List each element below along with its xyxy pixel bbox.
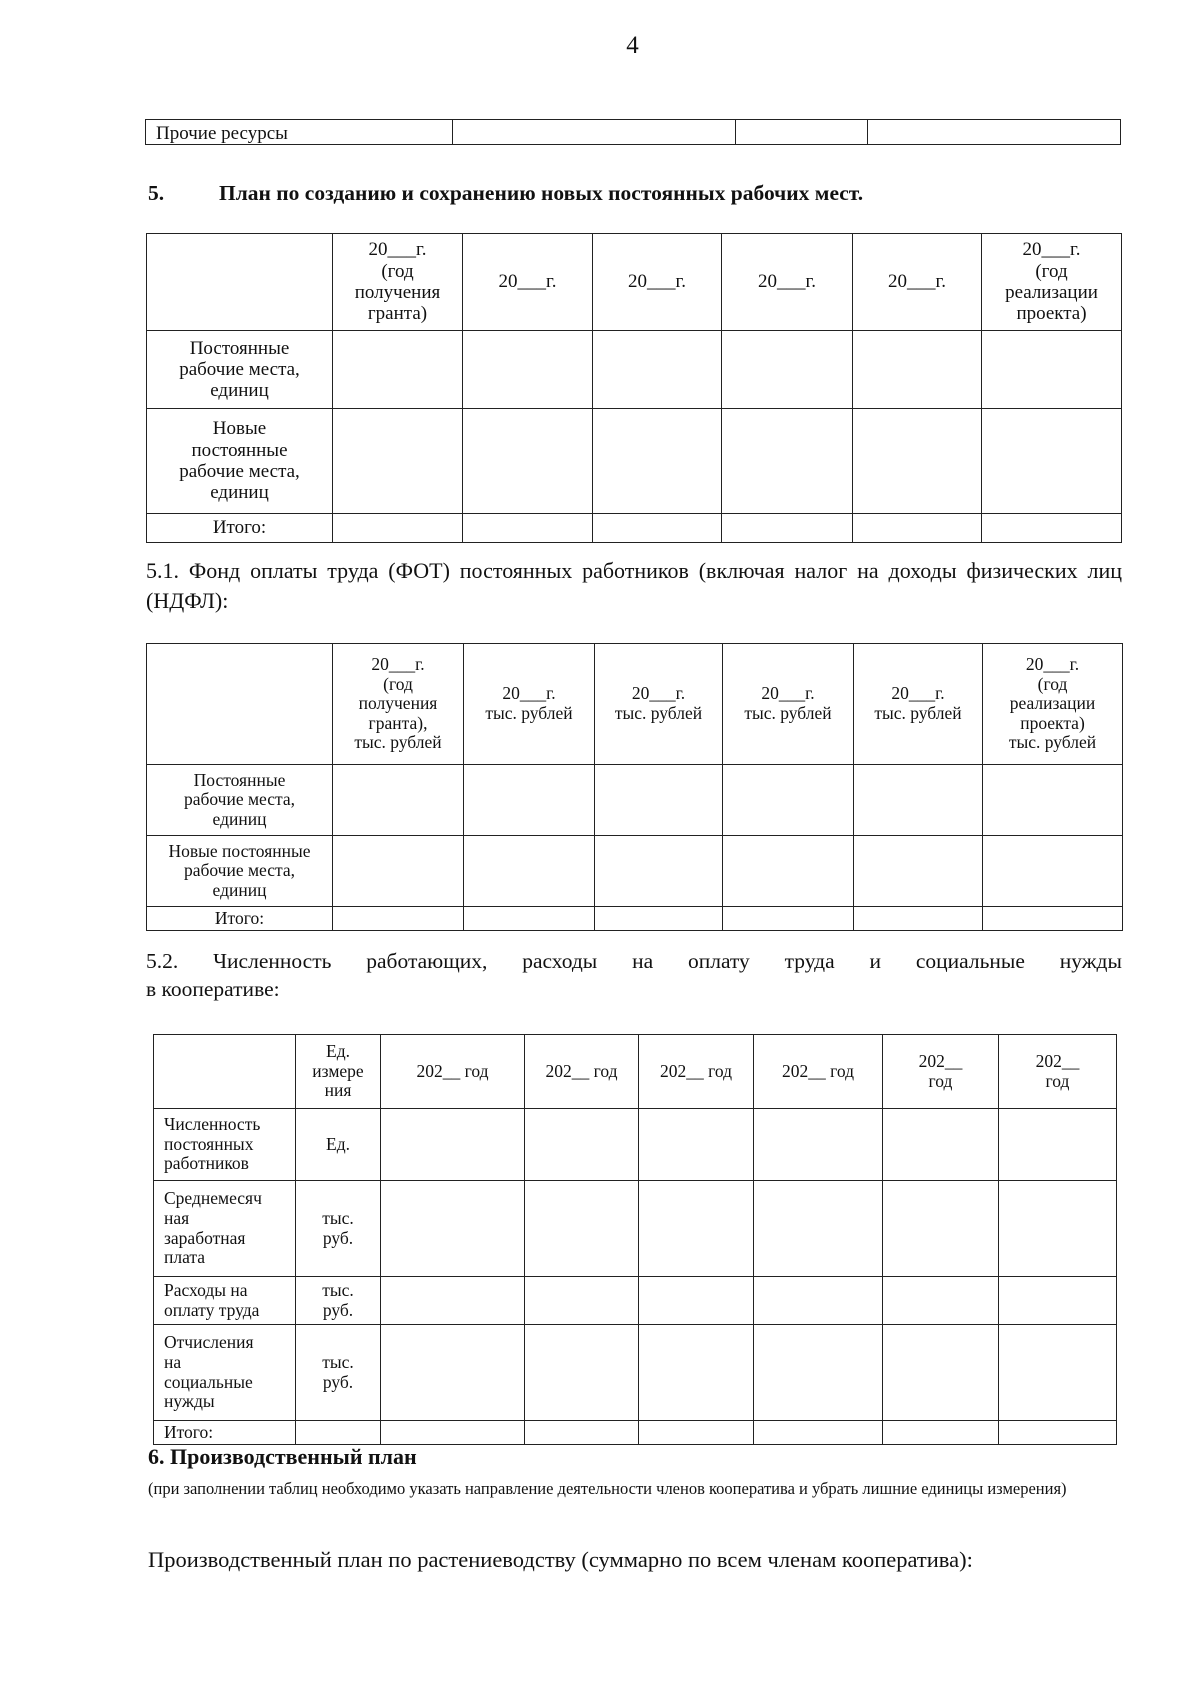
- table-cell[interactable]: [854, 907, 983, 931]
- table-cell[interactable]: [754, 1325, 883, 1421]
- header-cell-grant-year: [333, 644, 464, 765]
- header-cell-year: [854, 644, 983, 765]
- row-label-line: Постоянные: [189, 337, 290, 359]
- table-cell[interactable]: [723, 907, 854, 931]
- table-cell[interactable]: [639, 1325, 754, 1421]
- table-cell[interactable]: [525, 1109, 639, 1181]
- table-row: [154, 1277, 1117, 1325]
- table-cell[interactable]: [736, 120, 868, 145]
- table-row: [146, 120, 1121, 145]
- unit-cell: Ед.: [296, 1109, 381, 1181]
- row-label-line: на: [164, 1351, 182, 1372]
- row-label-line: ная: [164, 1207, 190, 1228]
- row-label-line: оплату труда: [164, 1299, 260, 1320]
- section6-title: 6. Производственный план: [148, 1444, 417, 1469]
- row-label-line: нужды: [164, 1391, 215, 1412]
- row-label-total: Итого:: [154, 1421, 296, 1445]
- table-cell[interactable]: [722, 514, 853, 543]
- table-cell[interactable]: [463, 409, 593, 514]
- table-cell[interactable]: [333, 765, 464, 836]
- table-cell[interactable]: [639, 1277, 754, 1325]
- word: Численность: [213, 949, 332, 973]
- header-cell-project-year: [983, 644, 1123, 765]
- table-cell[interactable]: [983, 765, 1123, 836]
- row-label-headcount: [154, 1109, 296, 1181]
- header-cell-year: [883, 1035, 999, 1109]
- staff-wages-table: [153, 1034, 1117, 1445]
- table-cell[interactable]: [982, 331, 1122, 409]
- header-line: год: [928, 1070, 953, 1091]
- table-row: [147, 907, 1123, 931]
- table-cell[interactable]: [854, 836, 983, 907]
- section5-number: 5.: [148, 181, 165, 205]
- header-line: 20___г.: [1022, 239, 1081, 261]
- table-cell[interactable]: [883, 1181, 999, 1277]
- header-cell-year: 20___г.: [853, 234, 982, 331]
- unit-line: руб.: [322, 1299, 354, 1320]
- header-cell-project-year: [982, 234, 1122, 331]
- unit-cell: [296, 1421, 381, 1445]
- header-line: 20___г.: [502, 683, 556, 704]
- header-cell-year: 202__ год: [754, 1035, 883, 1109]
- table-cell[interactable]: [854, 765, 983, 836]
- row-label-line: постоянные: [191, 439, 288, 461]
- header-line: гранта): [367, 303, 428, 325]
- header-corner-cell: [147, 644, 333, 765]
- table-cell[interactable]: [883, 1421, 999, 1445]
- table-cell[interactable]: [381, 1421, 525, 1445]
- table-cell[interactable]: [639, 1181, 754, 1277]
- row-label-new-jobs: [147, 409, 333, 514]
- header-line: (год: [1037, 673, 1068, 694]
- table-cell[interactable]: [333, 409, 463, 514]
- word: на: [632, 949, 654, 973]
- table-cell[interactable]: [464, 765, 595, 836]
- table-cell[interactable]: [381, 1109, 525, 1181]
- row-label-line: социальные: [164, 1371, 253, 1392]
- table-cell[interactable]: [525, 1181, 639, 1277]
- table-cell[interactable]: [464, 907, 595, 931]
- row-label-line: Численность: [164, 1114, 261, 1135]
- word: нужды: [1059, 949, 1122, 973]
- table-cell[interactable]: [983, 836, 1123, 907]
- header-line: 20___г.: [761, 683, 815, 704]
- word: 5.2.: [146, 949, 179, 973]
- header-corner-cell: [154, 1035, 296, 1109]
- table-cell[interactable]: [999, 1421, 1117, 1445]
- row-label-line: единиц: [210, 482, 269, 504]
- table-cell[interactable]: [639, 1109, 754, 1181]
- page-number: 4: [626, 32, 639, 59]
- row-label-line: рабочие места,: [179, 461, 300, 482]
- table-cell[interactable]: [853, 514, 982, 543]
- table-cell[interactable]: [595, 836, 723, 907]
- table-cell[interactable]: [525, 1325, 639, 1421]
- section5-title: План по созданию и сохранению новых постоянных рабочих мест.: [219, 181, 864, 205]
- header-cell-year: 20___г.: [593, 234, 722, 331]
- header-cell-year: [999, 1035, 1117, 1109]
- header-cell-year: [595, 644, 723, 765]
- header-line: получения: [354, 282, 441, 303]
- header-cell-unit: [296, 1035, 381, 1109]
- header-line: реализации: [1009, 693, 1096, 714]
- header-line: ния: [324, 1080, 352, 1101]
- row-label-total: Итого:: [147, 514, 333, 543]
- header-cell-year: [723, 644, 854, 765]
- header-line: (год: [383, 673, 413, 694]
- table-cell[interactable]: [463, 514, 593, 543]
- header-line: 20___г.: [631, 683, 686, 704]
- unit-line: руб.: [322, 1371, 354, 1392]
- header-line: 20___г.: [371, 654, 425, 675]
- header-line: тыс. рублей: [485, 703, 573, 723]
- other-resources-label: Прочие ресурсы: [146, 120, 453, 145]
- table-cell[interactable]: [593, 409, 722, 514]
- row-label-line: единиц: [212, 879, 267, 900]
- table-cell[interactable]: [754, 1421, 883, 1445]
- header-line: 202__: [918, 1050, 963, 1071]
- header-line: (год: [1035, 260, 1068, 282]
- unit-cell: [296, 1325, 381, 1421]
- row-label-line: рабочие места,: [179, 358, 300, 380]
- row-label-line: работников: [164, 1153, 249, 1174]
- header-cell-year: 202__ год: [639, 1035, 754, 1109]
- unit-cell: [296, 1277, 381, 1325]
- table-cell[interactable]: [595, 907, 723, 931]
- table-cell[interactable]: [639, 1421, 754, 1445]
- table-row: [154, 1325, 1117, 1421]
- row-label-wage-costs: [154, 1277, 296, 1325]
- word: оплату: [687, 949, 750, 973]
- table-row: [147, 331, 1122, 409]
- table-cell[interactable]: [722, 331, 853, 409]
- row-label-line: плата: [164, 1247, 206, 1268]
- table-header-row: [154, 1035, 1117, 1109]
- row-label-line: единиц: [212, 808, 267, 829]
- row-label-total: Итого:: [147, 907, 333, 931]
- table-cell[interactable]: [593, 331, 722, 409]
- table-cell[interactable]: [463, 331, 593, 409]
- table-cell[interactable]: [333, 331, 463, 409]
- header-line: тыс. рублей: [874, 703, 962, 723]
- row-label-line: рабочие места,: [183, 789, 296, 810]
- table-row: [147, 514, 1122, 543]
- table-cell[interactable]: [982, 514, 1122, 543]
- header-cell-year: 20___г.: [722, 234, 853, 331]
- header-line: гранта),: [368, 712, 428, 733]
- header-corner-cell: [147, 234, 333, 331]
- word: расходы: [522, 949, 598, 973]
- table-cell[interactable]: [333, 836, 464, 907]
- table-cell[interactable]: [853, 331, 982, 409]
- table-cell[interactable]: [999, 1181, 1117, 1277]
- table-cell[interactable]: [595, 765, 723, 836]
- row-label-line: Расходы на: [164, 1279, 248, 1300]
- table-row: [154, 1181, 1117, 1277]
- table-cell[interactable]: [381, 1325, 525, 1421]
- header-line: тыс. рублей: [744, 703, 832, 723]
- row-label-line: Среднемесяч: [164, 1188, 262, 1209]
- row-label-permanent-jobs: [147, 765, 333, 836]
- table-cell[interactable]: [754, 1109, 883, 1181]
- table-cell[interactable]: [999, 1277, 1117, 1325]
- table-cell[interactable]: [593, 514, 722, 543]
- table-cell[interactable]: [464, 836, 595, 907]
- table-cell[interactable]: [381, 1181, 525, 1277]
- header-cell-year: [464, 644, 595, 765]
- header-line: проекта): [1016, 303, 1087, 325]
- section52-text: [146, 948, 1122, 1004]
- unit-line: руб.: [322, 1227, 354, 1248]
- table-cell[interactable]: [723, 836, 854, 907]
- section51-text: 5.1. Фонд оплаты труда (ФОТ) постоянных работников (включая налог на доходы физических лиц (НДФЛ):: [146, 558, 1122, 613]
- section52-line1: [146, 948, 1122, 976]
- table-cell[interactable]: [853, 409, 982, 514]
- section6-note: (при заполнении таблиц необходимо указать направление деятельности членов кооператива и убрать лишние единицы измерения): [148, 1479, 1067, 1498]
- section52-line2: в кооперативе:: [146, 976, 280, 1001]
- word: труда: [784, 949, 835, 973]
- table-cell[interactable]: [754, 1181, 883, 1277]
- crop-plan-heading: Производственный план по растениеводству (суммарно по всем членам кооператива):: [148, 1547, 973, 1572]
- header-line: реализации: [1005, 282, 1098, 303]
- row-label-permanent-jobs: [147, 331, 333, 409]
- word: работающих,: [366, 949, 488, 973]
- row-label-avg-salary: [154, 1181, 296, 1277]
- header-line: Ед.: [326, 1041, 350, 1062]
- table-row: [147, 765, 1123, 836]
- row-label-line: рабочие места,: [183, 860, 296, 881]
- table-cell[interactable]: [982, 409, 1122, 514]
- row-label-line: постоянных: [164, 1133, 254, 1154]
- word: социальные: [915, 949, 1025, 973]
- header-line: 202__: [1035, 1050, 1080, 1071]
- header-cell-year: 202__ год: [381, 1035, 525, 1109]
- header-line: проекта): [1020, 712, 1085, 733]
- header-cell-year: 202__ год: [525, 1035, 639, 1109]
- row-label-line: Новые постоянные: [168, 840, 311, 861]
- row-label-new-jobs: [147, 836, 333, 907]
- unit-line: тыс.: [322, 1351, 354, 1372]
- other-resources-table: [145, 119, 1121, 145]
- payroll-table: [146, 643, 1123, 931]
- header-line: (год: [381, 260, 414, 282]
- jobs-plan-table: [146, 233, 1122, 543]
- header-line: измере: [312, 1060, 364, 1081]
- table-cell[interactable]: [883, 1277, 999, 1325]
- row-label-line: Отчисления: [164, 1332, 254, 1353]
- table-cell[interactable]: [723, 765, 854, 836]
- table-row: [154, 1109, 1117, 1181]
- unit-line: тыс.: [322, 1279, 354, 1300]
- header-line: тыс. рублей: [1008, 732, 1097, 753]
- header-line: тыс. рублей: [354, 732, 442, 753]
- table-cell[interactable]: [525, 1277, 639, 1325]
- table-cell[interactable]: [333, 514, 463, 543]
- table-cell[interactable]: [883, 1109, 999, 1181]
- header-cell-year: 20___г.: [463, 234, 593, 331]
- table-cell[interactable]: [722, 409, 853, 514]
- table-cell[interactable]: [999, 1109, 1117, 1181]
- table-cell[interactable]: [381, 1277, 525, 1325]
- table-cell[interactable]: [525, 1421, 639, 1445]
- row-label-line: Новые: [212, 418, 267, 440]
- header-cell-grant-year: [333, 234, 463, 331]
- header-line: получения: [358, 693, 438, 714]
- row-label-line: единиц: [210, 380, 269, 402]
- table-header-row: [147, 644, 1123, 765]
- header-line: 20___г.: [891, 683, 945, 704]
- table-cell[interactable]: [754, 1277, 883, 1325]
- table-row: [147, 836, 1123, 907]
- table-cell[interactable]: [883, 1325, 999, 1421]
- row-label-line: Постоянные: [193, 769, 286, 790]
- header-line: 20___г.: [1025, 654, 1080, 675]
- unit-line: тыс.: [322, 1207, 354, 1228]
- table-cell[interactable]: [453, 120, 736, 145]
- table-header-row: [147, 234, 1122, 331]
- unit-cell: [296, 1181, 381, 1277]
- table-cell[interactable]: [868, 120, 1121, 145]
- header-line: тыс. рублей: [614, 703, 703, 723]
- row-label-social-contributions: [154, 1325, 296, 1421]
- word: и: [869, 949, 881, 973]
- row-label-line: заработная: [164, 1227, 246, 1248]
- table-cell[interactable]: [983, 907, 1123, 931]
- table-row: [154, 1421, 1117, 1445]
- table-cell[interactable]: [999, 1325, 1117, 1421]
- table-row: [147, 409, 1122, 514]
- header-line: 20___г.: [368, 239, 427, 261]
- header-line: год: [1045, 1070, 1070, 1091]
- table-cell[interactable]: [333, 907, 464, 931]
